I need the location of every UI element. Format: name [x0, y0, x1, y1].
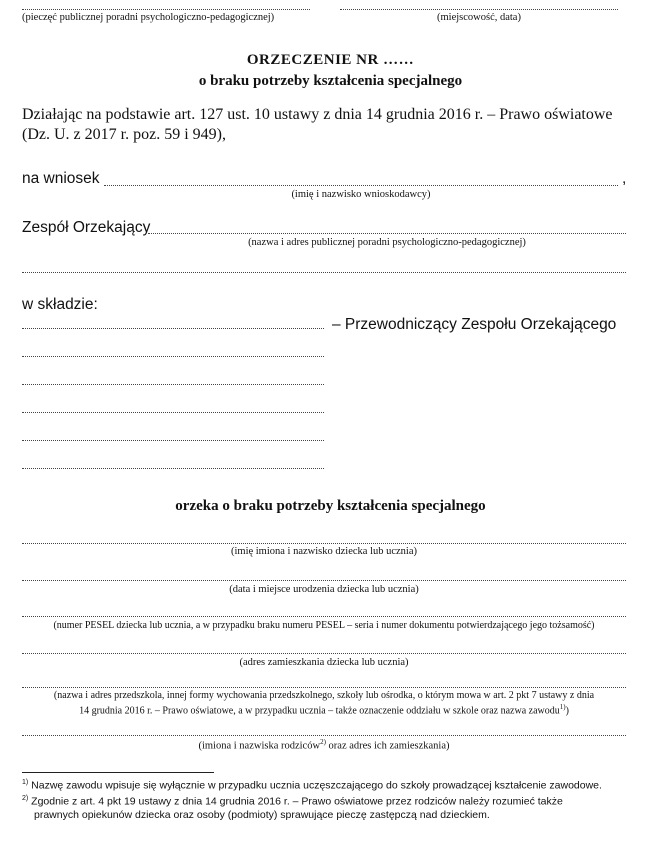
stamp-dotted-line[interactable]: [22, 9, 310, 10]
child-name-field[interactable]: [22, 543, 626, 544]
school-caption-line2: [22, 703, 626, 716]
footnote-2-line1: Zgodnie z art. 4 pkt 19 ustawy z dnia 14 grudnia 2016 r. – Prawo oświatowe przez rodziców należy rozumieć także: [31, 795, 563, 808]
stamp-caption: (pieczęć publicznej poradni psychologiczno-pedagogicznej): [22, 12, 275, 23]
team-field[interactable]: [148, 233, 626, 234]
team-field-line2[interactable]: [22, 272, 626, 273]
parents-caption-text: (imiona i nazwiska rodziców: [198, 740, 321, 752]
birth-field[interactable]: [22, 580, 626, 581]
chair-field[interactable]: [22, 328, 324, 329]
footnote-1-mark: 1): [22, 779, 29, 786]
parents-caption-end: oraz adres ich zamieszkania): [325, 740, 450, 752]
footnote-1: [22, 779, 638, 792]
pesel-caption: (numer PESEL dziecka lub ucznia, a w przypadku braku numeru PESEL – seria i numer dokumentu potwierdzającego jego tożsamość): [53, 620, 595, 631]
school-field[interactable]: [22, 687, 626, 688]
school-caption-line1: (nazwa i adres przedszkola, innej formy wychowania przedszkolnego, szkoły lub ośrodka, o którym mowa w art. 2 pkt 7 ustawy z dnia: [53, 690, 595, 701]
address-caption: (adres zamieszkania dziecka lub ucznia): [239, 657, 409, 668]
member-field-5[interactable]: [22, 468, 324, 469]
birth-caption: (data i miejsce urodzenia dziecka lub ucznia): [229, 584, 419, 595]
legal-basis-line1: Działając na podstawie art. 127 ust. 10 ustawy z dnia 14 grudnia 2016 r. – Prawo oświatowe: [22, 106, 613, 123]
document-title: ORZECZENIE NR ……: [246, 52, 415, 68]
school-caption-text: 14 grudnia 2016 r. – Prawo oświatowe, a w przypadku ucznia – także oznaczenie oddziału w szkole oraz nazwa zawodu: [79, 705, 560, 717]
team-label: Zespół Orzekający: [22, 219, 151, 236]
footnote-1-text: Nazwę zawodu wpisuje się wyłącznie w przypadku ucznia uczęszczającego do szkoły prowadzącej kształcenie zawodowe.: [31, 779, 602, 792]
parents-field[interactable]: [22, 735, 626, 736]
parents-caption: [22, 738, 626, 752]
applicant-label: na wniosek: [22, 170, 100, 187]
child-name-caption: (imię imiona i nazwisko dziecka lub ucznia): [230, 546, 418, 557]
member-field-4[interactable]: [22, 440, 324, 441]
document-subtitle: o braku potrzeby kształcenia specjalnego: [198, 73, 463, 89]
footnote-ref-2: 2): [320, 738, 326, 746]
applicant-field[interactable]: [104, 185, 618, 186]
legal-basis-line2: (Dz. U. z 2017 r. poz. 59 i 949),: [22, 126, 226, 143]
applicant-trailing-comma: ,: [622, 170, 627, 187]
footnote-separator: [22, 772, 214, 773]
member-field-2[interactable]: [22, 384, 324, 385]
footnote-2-mark: 2): [22, 795, 29, 802]
place-date-caption: (miejscowość, data): [437, 12, 521, 23]
footnote-2-continuation: prawnych opiekunów dziecka oraz osoby (podmioty) sprawujące pieczę zastępczą nad dzieckiem.: [34, 809, 490, 821]
member-field-1[interactable]: [22, 356, 324, 357]
composition-label: w składzie:: [22, 296, 98, 313]
school-caption-end: ): [565, 705, 569, 717]
member-field-3[interactable]: [22, 412, 324, 413]
footnote-ref-1: 1): [559, 703, 566, 711]
team-caption: (nazwa i adres publicznej poradni psychologiczno-pedagogicznej): [248, 237, 526, 248]
pesel-field[interactable]: [22, 616, 626, 617]
place-date-dotted-line[interactable]: [340, 9, 618, 10]
address-field[interactable]: [22, 653, 626, 654]
decision-heading: orzeka o braku potrzeby kształcenia specjalnego: [175, 498, 486, 514]
footnote-2: [22, 795, 638, 808]
chair-label: – Przewodniczący Zespołu Orzekającego: [332, 316, 617, 333]
applicant-caption: (imię i nazwisko wnioskodawcy): [291, 189, 431, 200]
